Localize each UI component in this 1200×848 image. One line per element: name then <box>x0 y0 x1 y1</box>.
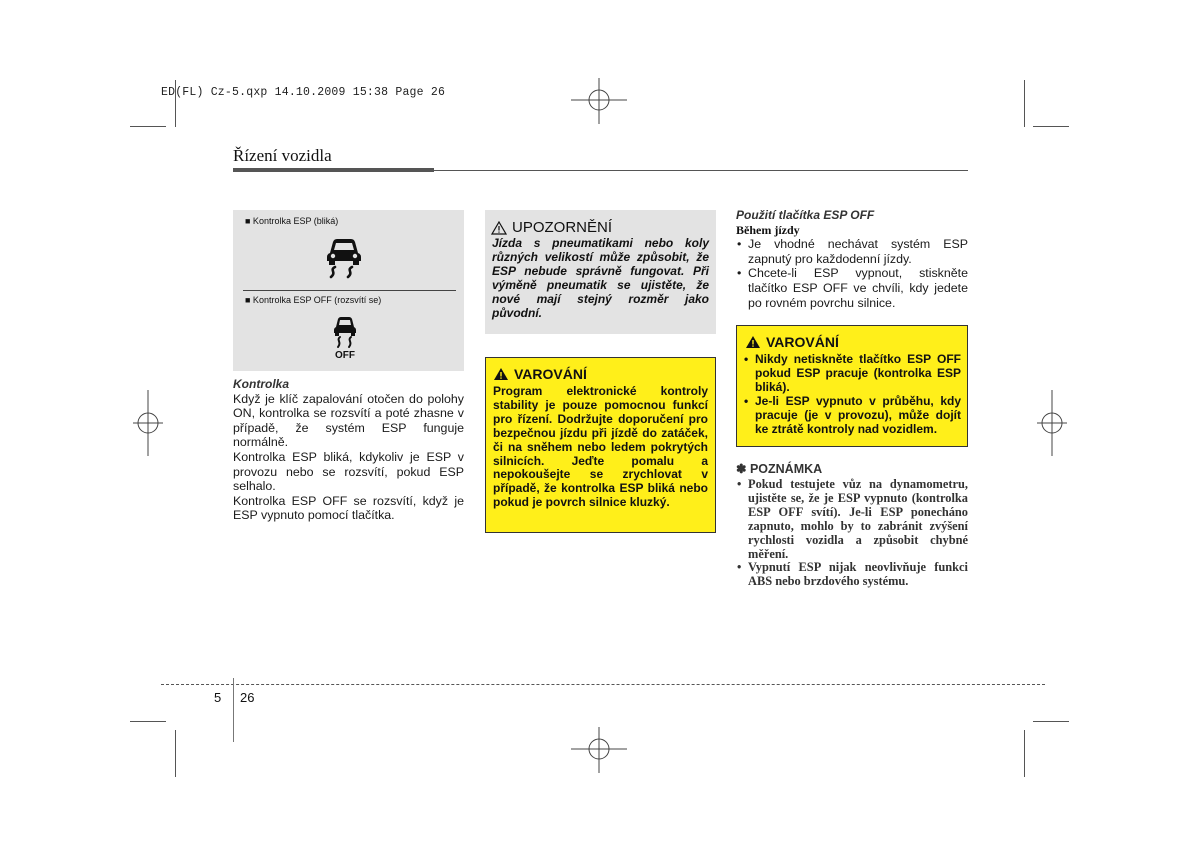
esp-indicator-figure <box>233 210 464 371</box>
note-title: ✽ POZNÁMKA <box>736 462 823 476</box>
page-number: 26 <box>240 690 255 705</box>
warning-title: VAROVÁNÍ <box>514 366 587 382</box>
kontrolka-subhead: Kontrolka <box>233 377 290 391</box>
esp-off-car-icon <box>332 314 358 350</box>
title-rule-thin <box>434 170 968 171</box>
registration-mark-bottom-icon <box>571 727 627 773</box>
caution-box <box>485 210 716 334</box>
warning-bullet-list <box>743 353 961 436</box>
right-column-text <box>736 208 968 310</box>
section-title: Řízení vozidla <box>233 146 332 165</box>
list-item: • Je-li ESP vypnuto v průběhu, kdy pracuje (je v provozu), může dojít ke ztrátě kontroly nad vozidlem. <box>743 395 961 437</box>
esp-off-label: OFF <box>335 350 355 361</box>
registration-mark-left-icon <box>133 390 163 456</box>
paragraph: Když je klíč zapalování otočen do polohy ON, kontrolka se rozsvítí a poté zhasne v případě, že systém ESP funguje normálně. <box>233 391 464 450</box>
esp-skid-car-icon <box>321 234 367 280</box>
warning-triangle-icon <box>745 335 761 349</box>
usage-bullet-list <box>736 237 968 310</box>
figure-caption-esp-off: ■ Kontrolka ESP OFF (rozsvítí se) <box>245 295 382 305</box>
during-driving-subhead: Během jízdy <box>736 222 800 237</box>
list-item: • Chcete-li ESP vypnout, stiskněte tlačítko ESP OFF ve chvíli, kdy jedete po rovném povrchu silnice. <box>736 266 968 310</box>
print-slug: ED(FL) Cz-5.qxp 14.10.2009 15:38 Page 26 <box>161 86 446 99</box>
paragraph: Kontrolka ESP OFF se rozsvítí, když je ESP vypnuto pomocí tlačítka. <box>233 493 464 523</box>
note-bullet-list <box>736 478 968 589</box>
warning-header <box>493 366 587 382</box>
caution-header <box>491 219 612 236</box>
caution-text: Jízda s pneumatikami nebo koly různých velikostí může způsobit, že ESP nebude správně fungovat. Při výměně pneumatik se ujistěte, že nové mají stejný rozměr jako původní. <box>492 236 709 320</box>
warning-box-stability <box>485 357 716 533</box>
warning-text: Program elektronické kontroly stability je pouze pomocnou funkcí pro řízení. Dodržujte doporučení pro bezpečnou jízdu při jízdě do zatáček, či na sněhem nebo ledem pokrytých silnicích. Jeďte pomalu a nepokoušejte se zrychlovat v případě, že kontrolka ESP bliká nebo pokud je povrch silnice kluzký. <box>493 384 708 510</box>
note-section <box>736 461 968 589</box>
list-item: • Je vhodné nechávat systém ESP zapnutý pro každodenní jízdy. <box>736 237 968 266</box>
warning-box-esp-off <box>736 325 968 447</box>
figure-caption-esp: ■ Kontrolka ESP (bliká) <box>245 216 339 226</box>
title-rule-thick <box>233 168 434 172</box>
caution-title: UPOZORNĚNÍ <box>512 219 613 236</box>
paragraph: Kontrolka ESP bliká, kdykoliv je ESP v provozu nebo se rozsvítí, pokud ESP selhalo. <box>233 449 464 494</box>
warning-header <box>745 334 839 350</box>
list-item: • Pokud testujete vůz na dynamometru, ujistěte se, že je ESP vypnuto (kontrolka ESP OFF svítí). Je-li ESP ponecháno zapnuto, mohlo by to zabránit zvýšení rychlosti vozidla a způsobit chybné měření. <box>736 478 968 561</box>
footer-vertical-rule <box>233 678 234 742</box>
figure-divider <box>243 290 456 291</box>
chapter-number: 5 <box>214 690 222 705</box>
warning-triangle-icon <box>493 367 509 381</box>
registration-mark-right-icon <box>1037 390 1067 456</box>
list-item: • Vypnutí ESP nijak neovlivňuje funkci ABS nebo brzdového systému. <box>736 561 968 589</box>
footer-dashed-rule <box>161 684 1045 685</box>
registration-mark-top-icon <box>571 78 627 124</box>
warning-title: VAROVÁNÍ <box>766 334 839 350</box>
left-column-text <box>233 377 464 523</box>
list-item: • Nikdy netiskněte tlačítko ESP OFF pokud ESP pracuje (kontrolka ESP bliká). <box>743 353 961 395</box>
esp-off-usage-subhead: Použití tlačítka ESP OFF <box>736 208 875 222</box>
caution-triangle-icon <box>491 221 507 235</box>
